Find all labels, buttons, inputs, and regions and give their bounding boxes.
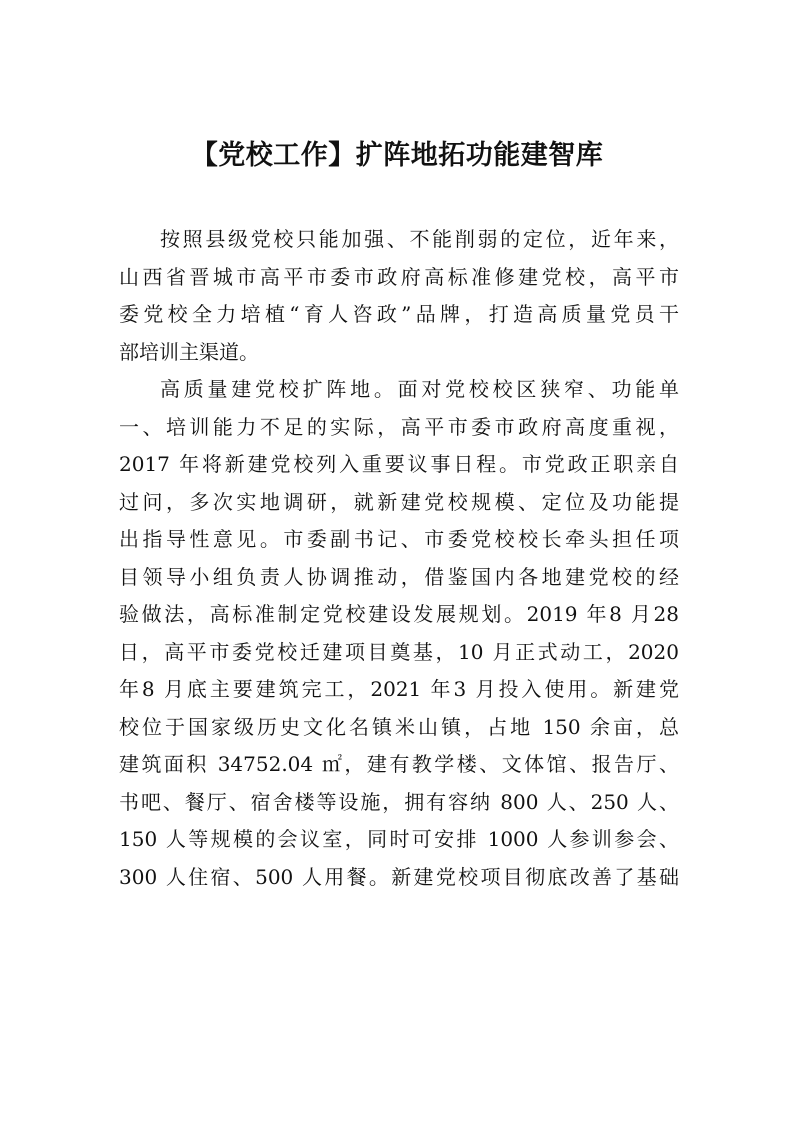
document-title: 【党校工作】扩阵地拓功能建智库 bbox=[190, 140, 604, 171]
text-line: 150 人等规模的会议室，同时可安排 1000 人参训参会、 bbox=[119, 827, 679, 851]
text-line: 按照县级党校只能加强、不能削弱的定位，近年来， bbox=[160, 227, 679, 251]
text-line: 部培训主渠道。 bbox=[119, 339, 259, 364]
text-line: 过问，多次实地调研，就新建党校规模、定位及功能提 bbox=[119, 489, 679, 514]
text-line: 建筑面积 34752.04 ㎡，建有教学楼、文体馆、报告厅、 bbox=[119, 752, 679, 776]
text-line: 一、培训能力不足的实际，高平市委市政府高度重视， bbox=[119, 414, 679, 439]
text-line: 日，高平市委党校迁建项目奠基，10 月正式动工，2020 bbox=[119, 639, 679, 664]
text-line: 出指导性意见。市委副书记、市委党校校长牵头担任项 bbox=[119, 527, 679, 551]
text-line: 高质量建党校扩阵地。面对党校校区狭窄、功能单 bbox=[160, 377, 679, 401]
text-line: 300 人住宿、500 人用餐。新建党校项目彻底改善了基础 bbox=[119, 864, 679, 889]
text-line: 验做法，高标准制定党校建设发展规划。2019 年8 月28 bbox=[119, 602, 679, 626]
document-body bbox=[119, 221, 679, 896]
text-line: 山西省晋城市高平市委市政府高标准修建党校，高平市 bbox=[119, 264, 679, 289]
paragraph-1 bbox=[119, 221, 679, 371]
paragraph-2 bbox=[119, 371, 679, 896]
text-line: 书吧、餐厅、宿舍楼等设施，拥有容纳 800 人、250 人、 bbox=[119, 789, 679, 814]
text-line: 目领导小组负责人协调推动，借鉴国内各地建党校的经 bbox=[119, 564, 679, 589]
text-line: 2017 年将新建党校列入重要议事日程。市党政正职亲自 bbox=[119, 452, 679, 476]
text-line: 校位于国家级历史文化名镇米山镇，占地 150 余亩，总 bbox=[119, 714, 679, 739]
text-line: 年8 月底主要建筑完工，2021 年3 月投入使用。新建党 bbox=[119, 677, 679, 701]
text-line: 委党校全力培植“育人咨政”品牌，打造高质量党员干 bbox=[119, 302, 679, 326]
